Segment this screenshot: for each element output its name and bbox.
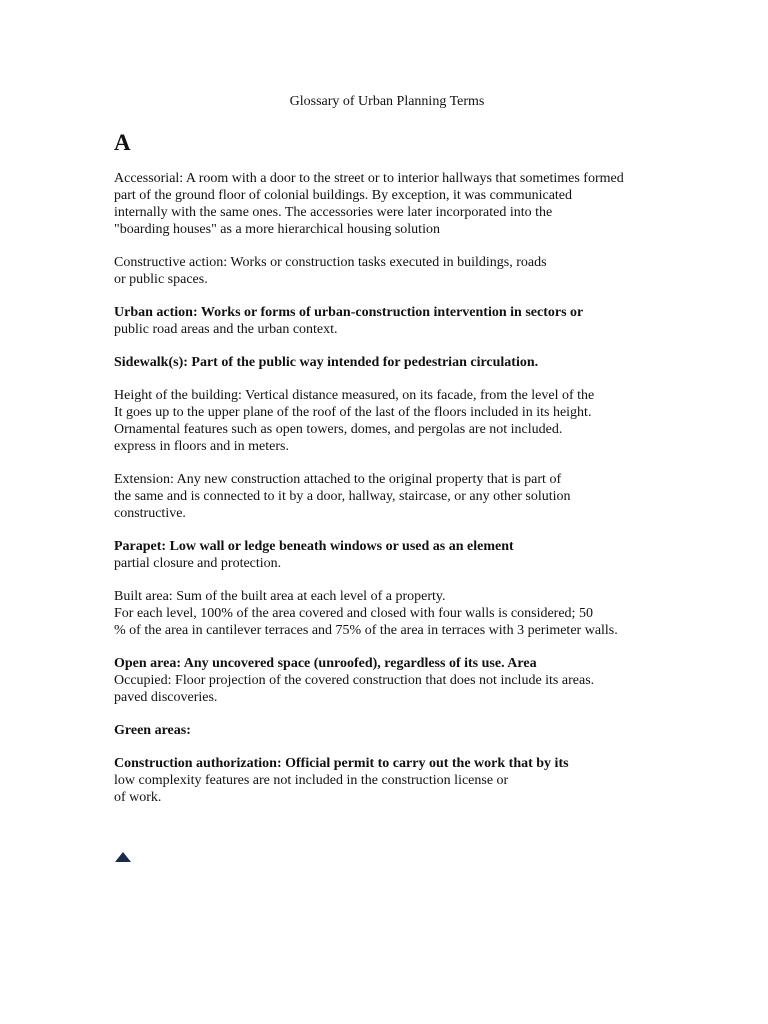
entry-line: Built area: Sum of the built area at each level of a property. [114,589,446,604]
entry-line: Occupied: Floor projection of the covered construction that does not include its areas. [114,673,595,688]
entry-line: % of the area in cantilever terraces and 75% of the area in terraces with 3 perimeter walls. [114,623,618,638]
entry-line: For each level, 100% of the area covered and closed with four walls is considered; 50 [114,606,593,621]
entry-line: the same and is connected to it by a door, hallway, staircase, or any other solution [114,489,571,504]
glossary-entry-construction-authorization [114,755,674,806]
glossary-entry-open-area [114,655,674,706]
entry-line: Urban action: Works or forms of urban-construction intervention in sectors or [114,305,584,320]
back-to-top-button[interactable] [114,851,132,863]
glossary-entry-sidewalk [114,354,674,371]
entry-line: Accessorial: A room with a door to the street or to interior hallways that sometimes formed [114,171,624,186]
entry-line: low complexity features are not included in the construction license or [114,773,509,788]
glossary-entry-extension [114,471,674,522]
glossary-entry-constructive-action [114,254,674,288]
entry-line: Height of the building: Vertical distance measured, on its facade, from the level of the [114,388,595,403]
glossary-entry-green-areas [114,722,674,739]
glossary-entry-urban-action [114,304,674,338]
entry-line: Constructive action: Works or construction tasks executed in buildings, roads [114,255,547,270]
glossary-entry-accessorial [114,170,674,238]
entry-line: express in floors and in meters. [114,439,289,454]
entry-line: constructive. [114,506,186,521]
entry-line: Construction authorization: Official permit to carry out the work that by its [114,756,569,771]
glossary-entry-built-area [114,588,674,639]
entry-line: Green areas: [114,723,191,738]
section-letter: A [114,130,131,155]
entry-line: "boarding houses" as a more hierarchical housing solution [114,222,440,237]
entry-line: paved discoveries. [114,690,218,705]
entry-line: Open area: Any uncovered space (unroofed), regardless of its use. Area [114,656,537,671]
entry-line: It goes up to the upper plane of the roof of the last of the floors included in its height. [114,405,592,420]
entry-line: Sidewalk(s): Part of the public way intended for pedestrian circulation. [114,355,539,370]
entry-line: of work. [114,790,162,805]
document-title: Glossary of Urban Planning Terms [289,94,485,109]
entry-line: public road areas and the urban context. [114,322,338,337]
entry-line: partial closure and protection. [114,556,282,571]
entry-line: internally with the same ones. The accessories were later incorporated into the [114,205,553,220]
entry-line: Extension: Any new construction attached to the original property that is part of [114,472,562,487]
entry-line: part of the ground floor of colonial buildings. By exception, it was communicated [114,188,573,203]
entry-line: or public spaces. [114,272,208,287]
glossary-entry-parapet [114,538,674,572]
entry-line: Ornamental features such as open towers, domes, and pergolas are not included. [114,422,563,437]
triangle-up-icon [114,851,132,863]
glossary-entries [114,170,674,822]
glossary-entry-building-height [114,387,674,455]
entry-line: Parapet: Low wall or ledge beneath windows or used as an element [114,539,514,554]
